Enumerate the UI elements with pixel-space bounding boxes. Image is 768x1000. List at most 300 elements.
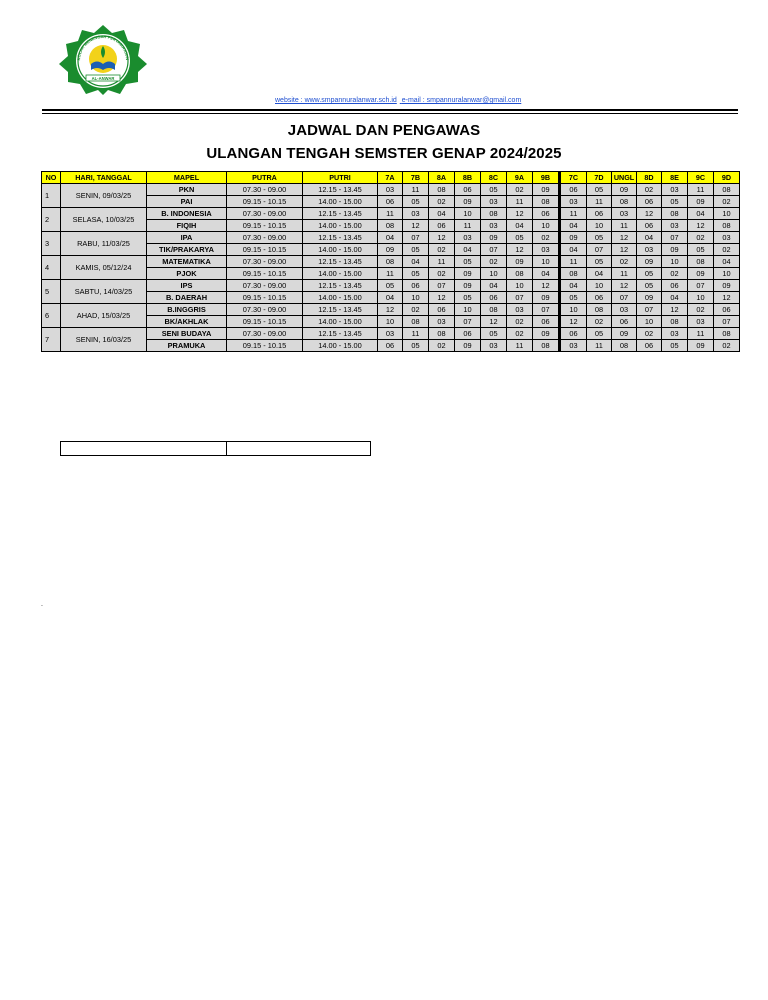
- supervisor-cell: 10: [688, 292, 714, 304]
- supervisor-cell: 03: [560, 196, 587, 208]
- putra-time-cell: 09.15 - 10.15: [227, 220, 303, 232]
- supervisor-cell: 03: [637, 244, 662, 256]
- table-row: [42, 256, 740, 268]
- putri-time-cell: 14.00 - 15.00: [303, 340, 378, 352]
- header-rule-thin: [42, 113, 738, 114]
- supervisor-cell: 11: [455, 220, 481, 232]
- supervisor-cell: 05: [481, 328, 507, 340]
- supervisor-cell: 02: [429, 244, 455, 256]
- supervisor-cell: 12: [688, 220, 714, 232]
- day-number: 7: [42, 328, 61, 352]
- supervisor-cell: 07: [507, 292, 533, 304]
- putra-time-cell: 09.15 - 10.15: [227, 292, 303, 304]
- supervisor-cell: 02: [429, 268, 455, 280]
- supervisor-cell: 05: [688, 244, 714, 256]
- schedule-table: [41, 171, 740, 352]
- supervisor-cell: 12: [612, 232, 637, 244]
- supervisor-cell: 12: [403, 220, 429, 232]
- supervisor-cell: 02: [507, 328, 533, 340]
- subject-cell: PRAMUKA: [147, 340, 227, 352]
- column-header: HARI, TANGGAL: [61, 172, 147, 184]
- supervisor-cell: 08: [714, 328, 740, 340]
- supervisor-cell: 08: [662, 316, 688, 328]
- supervisor-cell: 05: [587, 256, 612, 268]
- supervisor-cell: 12: [612, 244, 637, 256]
- supervisor-cell: 10: [455, 304, 481, 316]
- supervisor-cell: 03: [714, 232, 740, 244]
- column-header: 8D: [637, 172, 662, 184]
- table-row: [42, 268, 740, 280]
- supervisor-cell: 07: [403, 232, 429, 244]
- supervisor-cell: 06: [429, 304, 455, 316]
- supervisor-cell: 04: [560, 244, 587, 256]
- supervisor-cell: 02: [662, 268, 688, 280]
- supervisor-cell: 04: [378, 292, 403, 304]
- supervisor-cell: 11: [688, 328, 714, 340]
- supervisor-cell: 08: [378, 256, 403, 268]
- supervisor-cell: 05: [637, 268, 662, 280]
- column-header: 7B: [403, 172, 429, 184]
- supervisor-cell: 10: [378, 316, 403, 328]
- supervisor-cell: 05: [587, 232, 612, 244]
- supervisor-cell: 08: [429, 328, 455, 340]
- supervisor-cell: 07: [662, 232, 688, 244]
- supervisor-cell: 10: [533, 220, 560, 232]
- subject-cell: MATEMATIKA: [147, 256, 227, 268]
- putri-time-cell: 12.15 - 13.45: [303, 184, 378, 196]
- day-number: 6: [42, 304, 61, 328]
- supervisor-cell: 08: [403, 316, 429, 328]
- supervisor-cell: 11: [612, 220, 637, 232]
- supervisor-cell: 03: [662, 220, 688, 232]
- logo-ribbon-text: AL-ANWAR: [91, 76, 115, 81]
- subject-cell: FIQIH: [147, 220, 227, 232]
- column-header: 7A: [378, 172, 403, 184]
- day-number: 1: [42, 184, 61, 208]
- supervisor-cell: 09: [714, 280, 740, 292]
- supervisor-cell: 10: [714, 268, 740, 280]
- subject-cell: PKN: [147, 184, 227, 196]
- column-header: 7D: [587, 172, 612, 184]
- supervisor-cell: 06: [378, 196, 403, 208]
- supervisor-cell: 09: [455, 280, 481, 292]
- supervisor-cell: 05: [403, 340, 429, 352]
- supervisor-cell: 03: [378, 184, 403, 196]
- putra-time-cell: 07.30 - 09.00: [227, 208, 303, 220]
- website-link[interactable]: website : www.smpannuralanwar.sch.id: [275, 97, 397, 104]
- putri-time-cell: 14.00 - 15.00: [303, 292, 378, 304]
- supervisor-cell: 11: [378, 268, 403, 280]
- supervisor-cell: 06: [378, 340, 403, 352]
- putri-time-cell: 14.00 - 15.00: [303, 244, 378, 256]
- table-row: [42, 280, 740, 292]
- supervisor-cell: 08: [533, 340, 560, 352]
- supervisor-cell: 12: [507, 208, 533, 220]
- supervisor-cell: 08: [481, 208, 507, 220]
- supervisor-cell: 06: [637, 340, 662, 352]
- putri-time-cell: 14.00 - 15.00: [303, 316, 378, 328]
- putra-time-cell: 07.30 - 09.00: [227, 184, 303, 196]
- header-rule-thick: [42, 109, 738, 111]
- empty-box-cell-left: [61, 442, 227, 455]
- table-row: [42, 304, 740, 316]
- supervisor-cell: 02: [714, 196, 740, 208]
- supervisor-cell: 05: [403, 196, 429, 208]
- column-header: 8A: [429, 172, 455, 184]
- column-header: 9B: [533, 172, 560, 184]
- supervisor-cell: 08: [612, 340, 637, 352]
- supervisor-cell: 02: [688, 304, 714, 316]
- supervisor-cell: 02: [587, 316, 612, 328]
- supervisor-cell: 04: [662, 292, 688, 304]
- putra-time-cell: 07.30 - 09.00: [227, 328, 303, 340]
- supervisor-cell: 06: [533, 208, 560, 220]
- putri-time-cell: 14.00 - 15.00: [303, 196, 378, 208]
- supervisor-cell: 03: [507, 304, 533, 316]
- supervisor-cell: 05: [481, 184, 507, 196]
- day-date: SENIN, 09/03/25: [61, 184, 147, 208]
- supervisor-cell: 03: [612, 208, 637, 220]
- supervisor-cell: 11: [507, 340, 533, 352]
- supervisor-cell: 08: [481, 304, 507, 316]
- supervisor-cell: 02: [714, 244, 740, 256]
- supervisor-cell: 05: [507, 232, 533, 244]
- subject-cell: BK/AKHLAK: [147, 316, 227, 328]
- day-number: 4: [42, 256, 61, 280]
- putri-time-cell: 12.15 - 13.45: [303, 280, 378, 292]
- page-subtitle: ULANGAN TENGAH SEMSTER GENAP 2024/2025: [206, 145, 562, 162]
- supervisor-cell: 10: [533, 256, 560, 268]
- supervisor-cell: 05: [662, 196, 688, 208]
- supervisor-cell: 03: [403, 208, 429, 220]
- supervisor-cell: 02: [637, 184, 662, 196]
- supervisor-cell: 04: [714, 256, 740, 268]
- table-row: [42, 292, 740, 304]
- supervisor-cell: 04: [403, 256, 429, 268]
- column-header: 8B: [455, 172, 481, 184]
- supervisor-cell: 05: [455, 292, 481, 304]
- supervisor-cell: 10: [560, 304, 587, 316]
- supervisor-cell: 04: [533, 268, 560, 280]
- supervisor-cell: 12: [507, 244, 533, 256]
- supervisor-cell: 06: [587, 292, 612, 304]
- supervisor-cell: 09: [533, 292, 560, 304]
- column-header: NO: [42, 172, 61, 184]
- column-header: MAPEL: [147, 172, 227, 184]
- school-logo: [58, 24, 148, 96]
- supervisor-cell: 04: [455, 244, 481, 256]
- table-row: [42, 196, 740, 208]
- supervisor-cell: 11: [587, 196, 612, 208]
- supervisor-cell: 08: [378, 220, 403, 232]
- supervisor-cell: 09: [533, 184, 560, 196]
- supervisor-cell: 12: [481, 316, 507, 328]
- supervisor-cell: 04: [587, 268, 612, 280]
- supervisor-cell: 11: [507, 196, 533, 208]
- supervisor-cell: 10: [403, 292, 429, 304]
- empty-box-cell-right: [227, 442, 370, 455]
- putri-time-cell: 12.15 - 13.45: [303, 304, 378, 316]
- day-date: SABTU, 14/03/25: [61, 280, 147, 304]
- supervisor-cell: 07: [533, 304, 560, 316]
- supervisor-cell: 10: [455, 208, 481, 220]
- supervisor-cell: 09: [612, 328, 637, 340]
- supervisor-cell: 07: [714, 316, 740, 328]
- day-date: AHAD, 15/03/25: [61, 304, 147, 328]
- subject-cell: B.INGGRIS: [147, 304, 227, 316]
- supervisor-cell: 03: [429, 316, 455, 328]
- supervisor-cell: 05: [403, 268, 429, 280]
- supervisor-cell: 08: [688, 256, 714, 268]
- table-row: [42, 232, 740, 244]
- supervisor-cell: 05: [587, 184, 612, 196]
- day-date: SENIN, 16/03/25: [61, 328, 147, 352]
- supervisor-cell: 07: [688, 280, 714, 292]
- supervisor-cell: 02: [507, 316, 533, 328]
- supervisor-cell: 11: [560, 256, 587, 268]
- putri-time-cell: 14.00 - 15.00: [303, 268, 378, 280]
- subject-cell: PAI: [147, 196, 227, 208]
- supervisor-cell: 11: [429, 256, 455, 268]
- supervisor-cell: 10: [587, 280, 612, 292]
- supervisor-cell: 12: [429, 292, 455, 304]
- empty-signature-box: [60, 441, 371, 456]
- supervisor-cell: 03: [378, 328, 403, 340]
- supervisor-cell: 11: [688, 184, 714, 196]
- contact-line: [275, 97, 524, 104]
- column-header: UNGL: [612, 172, 637, 184]
- supervisor-cell: 10: [662, 256, 688, 268]
- supervisor-cell: 10: [507, 280, 533, 292]
- day-date: SELASA, 10/03/25: [61, 208, 147, 232]
- putra-time-cell: 07.30 - 09.00: [227, 304, 303, 316]
- supervisor-cell: 03: [533, 244, 560, 256]
- subject-cell: B. DAERAH: [147, 292, 227, 304]
- supervisor-cell: 08: [533, 196, 560, 208]
- subject-cell: IPA: [147, 232, 227, 244]
- supervisor-cell: 09: [507, 256, 533, 268]
- column-header: 8E: [662, 172, 688, 184]
- supervisor-cell: 05: [662, 340, 688, 352]
- supervisor-cell: 08: [507, 268, 533, 280]
- supervisor-cell: 05: [637, 280, 662, 292]
- column-header: PUTRA: [227, 172, 303, 184]
- column-header: 8C: [481, 172, 507, 184]
- column-header: 7C: [560, 172, 587, 184]
- supervisor-cell: 08: [560, 268, 587, 280]
- putra-time-cell: 09.15 - 10.15: [227, 244, 303, 256]
- supervisor-cell: 12: [714, 292, 740, 304]
- putra-time-cell: 09.15 - 10.15: [227, 196, 303, 208]
- supervisor-cell: 02: [714, 340, 740, 352]
- subject-cell: TIK/PRAKARYA: [147, 244, 227, 256]
- supervisor-cell: 07: [612, 292, 637, 304]
- supervisor-cell: 04: [688, 208, 714, 220]
- supervisor-cell: 11: [403, 328, 429, 340]
- supervisor-cell: 03: [560, 340, 587, 352]
- supervisor-cell: 02: [612, 256, 637, 268]
- supervisor-cell: 12: [429, 232, 455, 244]
- day-number: 5: [42, 280, 61, 304]
- supervisor-cell: 02: [429, 340, 455, 352]
- supervisor-cell: 03: [455, 232, 481, 244]
- supervisor-cell: 09: [637, 256, 662, 268]
- day-number: 2: [42, 208, 61, 232]
- supervisor-cell: 03: [481, 196, 507, 208]
- supervisor-cell: 09: [533, 328, 560, 340]
- day-date: RABU, 11/03/25: [61, 232, 147, 256]
- subject-cell: B. INDONESIA: [147, 208, 227, 220]
- supervisor-cell: 09: [688, 340, 714, 352]
- supervisor-cell: 09: [637, 292, 662, 304]
- supervisor-cell: 02: [403, 304, 429, 316]
- supervisor-cell: 04: [429, 208, 455, 220]
- table-row: [42, 316, 740, 328]
- supervisor-cell: 11: [378, 208, 403, 220]
- email-link[interactable]: e-mail : smpannuralanwar@gmail.com: [401, 97, 522, 104]
- supervisor-cell: 06: [429, 220, 455, 232]
- header-row: [42, 172, 740, 184]
- supervisor-cell: 06: [481, 292, 507, 304]
- table-row: [42, 328, 740, 340]
- supervisor-cell: 06: [455, 328, 481, 340]
- supervisor-cell: 07: [429, 280, 455, 292]
- supervisor-cell: 09: [378, 244, 403, 256]
- supervisor-cell: 06: [455, 184, 481, 196]
- schedule-header: [42, 172, 740, 184]
- supervisor-cell: 12: [662, 304, 688, 316]
- supervisor-cell: 09: [481, 232, 507, 244]
- supervisor-cell: 04: [560, 220, 587, 232]
- supervisor-cell: 09: [455, 196, 481, 208]
- supervisor-cell: 04: [378, 232, 403, 244]
- supervisor-cell: 10: [714, 208, 740, 220]
- supervisor-cell: 03: [481, 340, 507, 352]
- putri-time-cell: 12.15 - 13.45: [303, 256, 378, 268]
- supervisor-cell: 03: [688, 316, 714, 328]
- column-header: 9D: [714, 172, 740, 184]
- supervisor-cell: 06: [637, 196, 662, 208]
- supervisor-cell: 04: [637, 232, 662, 244]
- supervisor-cell: 06: [560, 184, 587, 196]
- column-header: PUTRI: [303, 172, 378, 184]
- putra-time-cell: 09.15 - 10.15: [227, 316, 303, 328]
- table-row: [42, 340, 740, 352]
- supervisor-cell: 07: [455, 316, 481, 328]
- supervisor-cell: 04: [481, 280, 507, 292]
- putra-time-cell: 07.30 - 09.00: [227, 280, 303, 292]
- putra-time-cell: 07.30 - 09.00: [227, 256, 303, 268]
- supervisor-cell: 09: [455, 340, 481, 352]
- supervisor-cell: 11: [403, 184, 429, 196]
- subject-cell: PJOK: [147, 268, 227, 280]
- supervisor-cell: 11: [560, 208, 587, 220]
- supervisor-cell: 12: [637, 208, 662, 220]
- supervisor-cell: 05: [587, 328, 612, 340]
- footer-mark: .: [41, 601, 43, 608]
- supervisor-cell: 08: [714, 220, 740, 232]
- subject-cell: IPS: [147, 280, 227, 292]
- supervisor-cell: 10: [587, 220, 612, 232]
- supervisor-cell: 09: [560, 232, 587, 244]
- supervisor-cell: 02: [481, 256, 507, 268]
- table-row: [42, 220, 740, 232]
- supervisor-cell: 02: [688, 232, 714, 244]
- supervisor-cell: 06: [587, 208, 612, 220]
- supervisor-cell: 07: [637, 304, 662, 316]
- column-header: 9A: [507, 172, 533, 184]
- supervisor-cell: 10: [481, 268, 507, 280]
- supervisor-cell: 09: [688, 268, 714, 280]
- supervisor-cell: 09: [662, 244, 688, 256]
- supervisor-cell: 05: [378, 280, 403, 292]
- table-row: [42, 184, 740, 196]
- putri-time-cell: 12.15 - 13.45: [303, 328, 378, 340]
- putri-time-cell: 12.15 - 13.45: [303, 208, 378, 220]
- supervisor-cell: 09: [688, 196, 714, 208]
- supervisor-cell: 06: [612, 316, 637, 328]
- supervisor-cell: 10: [637, 316, 662, 328]
- putra-time-cell: 07.30 - 09.00: [227, 232, 303, 244]
- supervisor-cell: 06: [637, 220, 662, 232]
- supervisor-cell: 05: [560, 292, 587, 304]
- supervisor-cell: 02: [637, 328, 662, 340]
- supervisor-cell: 09: [612, 184, 637, 196]
- supervisor-cell: 12: [378, 304, 403, 316]
- supervisor-cell: 04: [507, 220, 533, 232]
- page-title: JADWAL DAN PENGAWAS: [287, 122, 481, 139]
- supervisor-cell: 06: [714, 304, 740, 316]
- logo-seal-text-path: KOLAH MENENGAH PERTAMA AN-N: [75, 33, 131, 61]
- supervisor-cell: 11: [612, 268, 637, 280]
- supervisor-cell: 07: [481, 244, 507, 256]
- supervisor-cell: 09: [455, 268, 481, 280]
- supervisor-cell: 03: [612, 304, 637, 316]
- schedule-body: [42, 184, 740, 352]
- supervisor-cell: 11: [587, 340, 612, 352]
- supervisor-cell: 03: [662, 328, 688, 340]
- putra-time-cell: 09.15 - 10.15: [227, 340, 303, 352]
- supervisor-cell: 08: [714, 184, 740, 196]
- supervisor-cell: 06: [533, 316, 560, 328]
- table-row: [42, 208, 740, 220]
- supervisor-cell: 12: [612, 280, 637, 292]
- supervisor-cell: 03: [662, 184, 688, 196]
- supervisor-cell: 03: [481, 220, 507, 232]
- supervisor-cell: 02: [507, 184, 533, 196]
- supervisor-cell: 06: [662, 280, 688, 292]
- supervisor-cell: 04: [560, 280, 587, 292]
- column-header: 9C: [688, 172, 714, 184]
- putra-time-cell: 09.15 - 10.15: [227, 268, 303, 280]
- supervisor-cell: 08: [612, 196, 637, 208]
- subject-cell: SENI BUDAYA: [147, 328, 227, 340]
- supervisor-cell: 08: [429, 184, 455, 196]
- table-row: [42, 244, 740, 256]
- supervisor-cell: 06: [403, 280, 429, 292]
- supervisor-cell: 12: [533, 280, 560, 292]
- supervisor-cell: 08: [662, 208, 688, 220]
- supervisor-cell: 05: [455, 256, 481, 268]
- supervisor-cell: 05: [403, 244, 429, 256]
- supervisor-cell: 06: [560, 328, 587, 340]
- putri-time-cell: 14.00 - 15.00: [303, 220, 378, 232]
- supervisor-cell: 08: [587, 304, 612, 316]
- supervisor-cell: 12: [560, 316, 587, 328]
- day-date: KAMIS, 05/12/24: [61, 256, 147, 280]
- day-number: 3: [42, 232, 61, 256]
- putri-time-cell: 12.15 - 13.45: [303, 232, 378, 244]
